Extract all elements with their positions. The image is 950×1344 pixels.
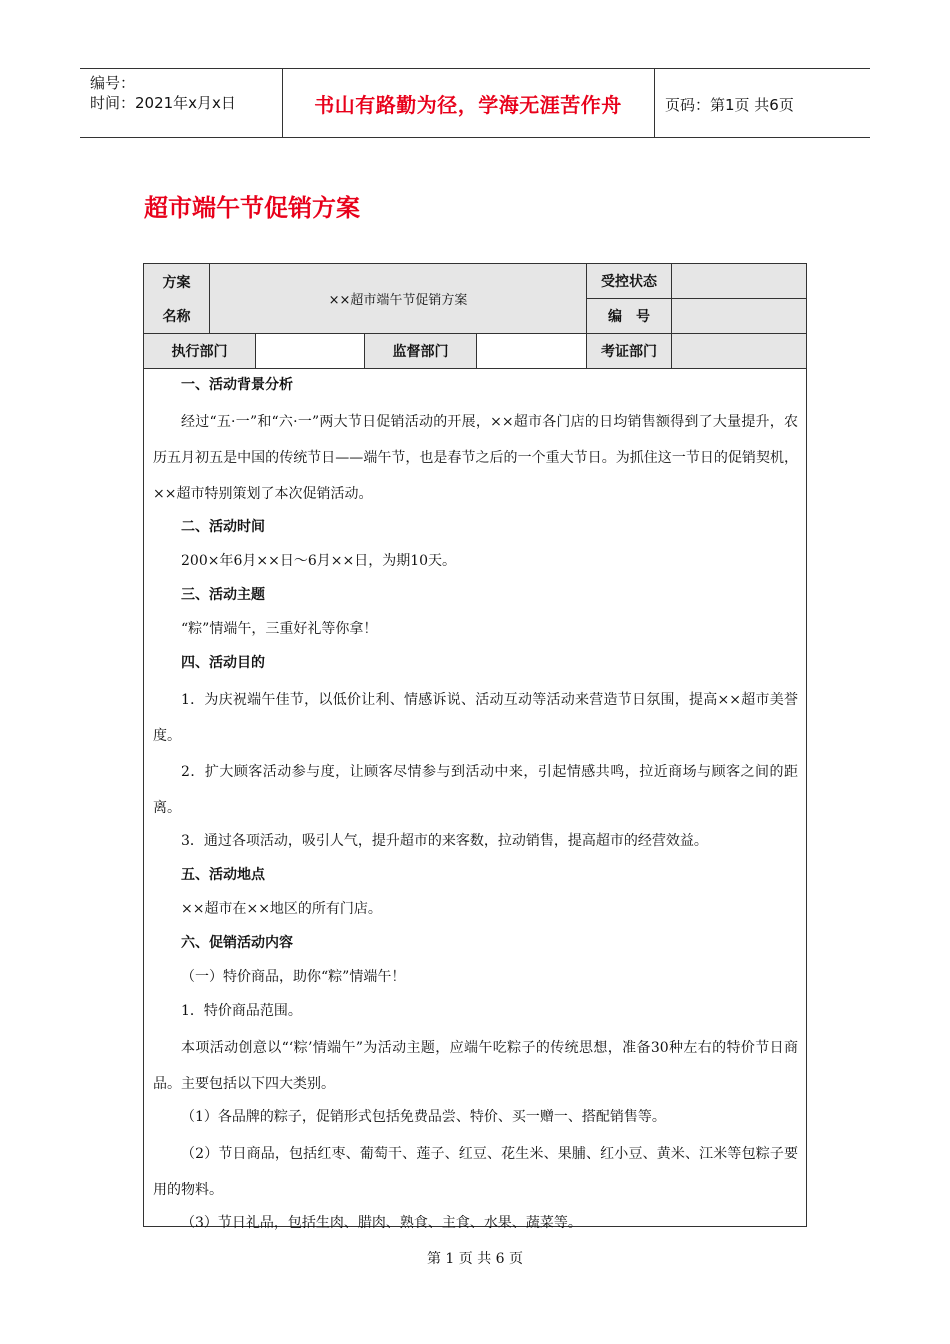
verify-dept-label: 考证部门 [586, 334, 671, 369]
section-heading: 二、活动时间 [181, 519, 265, 535]
header-page-info: 页码：第1页 共6页 [665, 96, 794, 114]
doc-number-label: 编 号 [586, 299, 671, 334]
supervise-dept-value [476, 334, 586, 369]
doc-number-value [671, 299, 806, 334]
section-heading: 五、活动地点 [181, 867, 265, 883]
paragraph: 本项活动创意以“‘粽’情端午”为活动主题，应端午吃粽子的传统思想，准备30种左右的特价节日商品。主要包括以下四大类别。 [153, 1040, 798, 1092]
paragraph: 3．通过各项活动，吸引人气，提升超市的来客数，拉动销售，提高超市的经营效益。 [181, 833, 708, 849]
paragraph: （3）节日礼品，包括生肉、腊肉、熟食、主食、水果、蔬菜等。 [181, 1215, 582, 1231]
plan-name-value: ××超市端午节促销方案 [209, 264, 586, 334]
plan-form-table [143, 263, 807, 1231]
number-label: 编号： [90, 74, 136, 92]
paragraph: 200×年6月××日～6月××日，为期10天。 [181, 553, 457, 569]
control-status-value [671, 264, 806, 299]
paragraph: 1．特价商品范围。 [181, 1003, 302, 1019]
header-divider [654, 69, 655, 137]
exec-dept-label: 执行部门 [144, 334, 255, 369]
paragraph: （一）特价商品，助你“粽”情端午！ [181, 969, 406, 985]
plan-content [153, 370, 798, 1242]
supervise-dept-label: 监督部门 [364, 334, 476, 369]
section-heading: 一、活动背景分析 [181, 377, 293, 393]
paragraph: 经过“五·一”和“六·一”两大节日促销活动的开展，××超市各门店的日均销售额得到了大量提升，农历五月初五是中国的传统节日——端午节，也是春节之后的一个重大节日。为抓住这一节日的促销契机，××超市特别策划了本次促销活动。 [153, 414, 798, 502]
time-label: 时间：2021年x月x日 [90, 94, 236, 112]
paragraph: （2）节日商品，包括红枣、葡萄干、莲子、红豆、花生米、果脯、红小豆、黄米、江米等包粽子要用的物料。 [153, 1146, 798, 1198]
paragraph: （1）各品牌的粽子，促销形式包括免费品尝、特价、买一赠一、搭配销售等。 [181, 1109, 666, 1125]
plan-name-label-cell [144, 264, 209, 334]
verify-dept-value [671, 334, 806, 369]
document-title: 超市端午节促销方案 [144, 194, 360, 222]
plan-label-line-2: 名称 [162, 308, 191, 325]
section-heading: 三、活动主题 [181, 587, 265, 603]
paragraph: “粽”情端午，三重好礼等你拿！ [181, 621, 378, 637]
exec-dept-value [255, 334, 364, 369]
section-heading: 四、活动目的 [181, 655, 265, 671]
paragraph: 2．扩大顾客活动参与度，让顾客尽情参与到活动中来，引起情感共鸣，拉近商场与顾客之间的距离。 [153, 764, 798, 816]
document-header [80, 68, 870, 138]
header-meta [90, 73, 236, 113]
paragraph: 1．为庆祝端午佳节，以低价让利、情感诉说、活动互动等活动来营造节日氛围，提高××超市美誉度。 [153, 692, 798, 744]
header-motto: 书山有路勤为径，学海无涯苦作舟 [314, 93, 622, 117]
section-heading: 六、促销活动内容 [181, 935, 293, 951]
page-footer: 第 1 页 共 6 页 [426, 1251, 524, 1267]
paragraph: ××超市在××地区的所有门店。 [181, 901, 382, 917]
control-status-label: 受控状态 [586, 264, 671, 299]
plan-label-line-1: 方案 [162, 274, 191, 291]
